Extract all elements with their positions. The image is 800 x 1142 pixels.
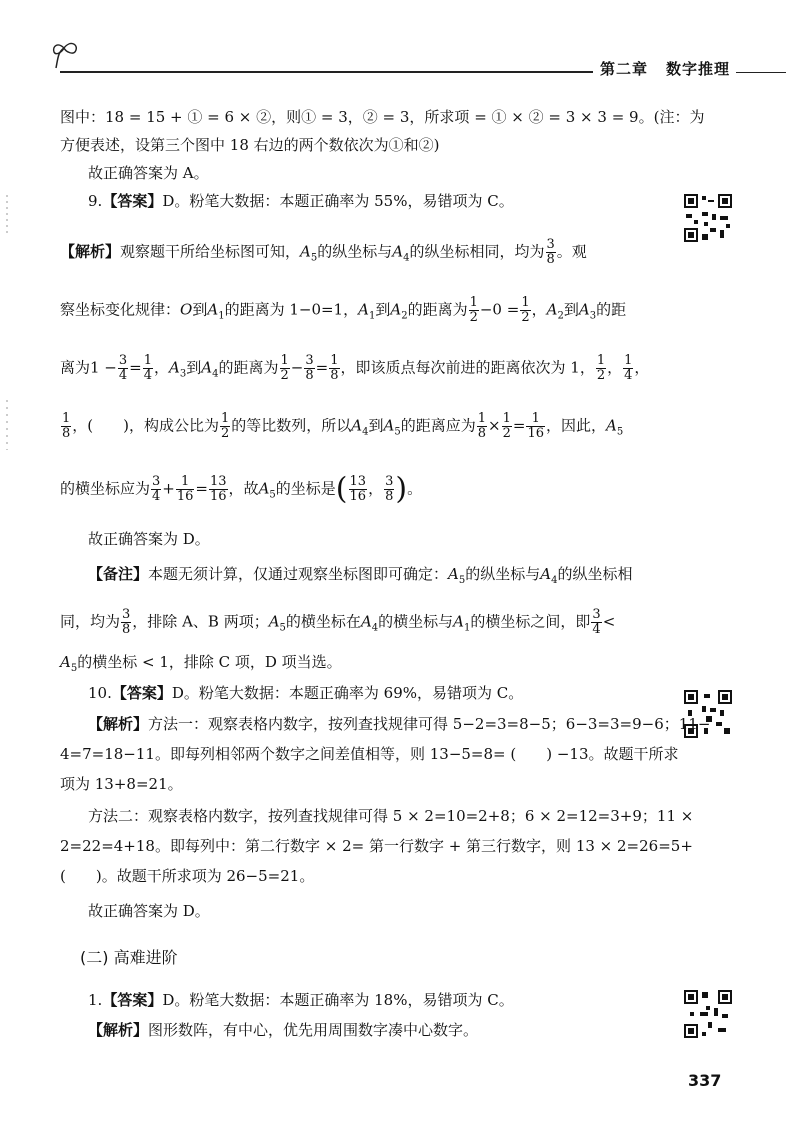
- text-line: 2=22=4+18。即每列中：第二行数字 × 2= 第一行数字 + 第三行数字，则 13 × 2=26=5+: [60, 837, 693, 855]
- margin-mark: [6, 195, 8, 235]
- text-line: ( )。故题干所求项为 26−5=21。: [60, 867, 315, 885]
- text-span: 的距离为: [407, 300, 468, 319]
- subscript: 4: [212, 368, 219, 380]
- var: A: [606, 416, 617, 435]
- text-line: 图中：18 = 15 + ① = 6 × ②，则① = 3，② = 3，所求项 = ① × ② = 3 × 3 = 9。(注：为: [60, 108, 705, 126]
- text-span: ×: [488, 416, 501, 435]
- text-span: <: [602, 612, 616, 631]
- var: A: [540, 565, 552, 583]
- note-line: [60, 608, 615, 639]
- text-span: 的纵坐标相: [557, 565, 633, 583]
- analysis-line: [60, 412, 623, 443]
- text-span: 的横坐标与: [378, 612, 454, 631]
- text-span: ，因此，: [546, 416, 607, 435]
- analysis-tag: 【解析】: [88, 715, 149, 733]
- header-rule: [60, 71, 593, 73]
- note-line: [60, 652, 342, 679]
- text-span: 的坐标是: [275, 479, 336, 498]
- var: A: [360, 612, 372, 631]
- text-span: ，排除 A、B 两项；: [132, 612, 269, 631]
- question-number: 10.: [88, 684, 112, 702]
- var: A: [169, 358, 180, 377]
- text-span: 的纵坐标相同，均为: [409, 242, 545, 261]
- subscript: 1: [464, 622, 471, 634]
- text-span: ，故: [228, 479, 259, 498]
- subscript: 1: [368, 310, 376, 322]
- var: A: [60, 653, 71, 671]
- subscript: 1: [218, 310, 225, 322]
- text-line: 方法二：观察表格内数字，按列查找规律可得 5 × 2=10=2+8；6 × 2=12=3+9；11 ×: [88, 807, 694, 825]
- question-10-answer: [88, 683, 523, 703]
- text-span: 到: [368, 416, 384, 435]
- text-span: 。: [407, 479, 423, 498]
- text-line: 4=7=18−11。即每列相邻两个数字之间差值相等，则 13−5=8= ( ) −13。故题干所求: [60, 745, 679, 763]
- var: A: [300, 242, 311, 261]
- answer-text: D。粉笔大数据：本题正确率为 69%，易错项为 C。: [171, 684, 524, 702]
- subscript: 5: [269, 489, 276, 501]
- fraction: $\frac{1}{4}$: [143, 353, 153, 383]
- answer-tag: 【答案】: [111, 684, 172, 702]
- text-span: 到: [375, 300, 391, 319]
- text-span: 到: [192, 300, 208, 319]
- text-span: 图形数阵，有中心，优先用周围数字凑中心数字。: [148, 1021, 479, 1039]
- var: A: [546, 300, 558, 319]
- fraction: $\frac{3}{8}$: [305, 353, 314, 383]
- question-9-answer: [88, 191, 514, 211]
- fraction: $\frac{3}{4}$: [152, 474, 161, 504]
- var: A: [453, 612, 465, 631]
- section-label: 数字推理: [666, 60, 731, 78]
- subscript: 5: [279, 622, 286, 634]
- text-span: 的距离为 1−0=1，: [224, 300, 359, 319]
- chapter-label: 第二章: [600, 60, 649, 78]
- var: A: [383, 416, 395, 435]
- fraction: $\frac{1}{16}$: [176, 474, 194, 504]
- leaf-icon: [48, 38, 84, 74]
- text-span: 的纵坐标与: [465, 565, 541, 583]
- text-span: −: [290, 358, 304, 377]
- text-span: ，: [531, 300, 547, 319]
- fraction: $\frac{3}{4}$: [592, 607, 601, 637]
- fraction: $\frac{3}{8}$: [546, 237, 555, 267]
- qr-code-icon[interactable]: [682, 192, 734, 244]
- fraction: $\frac{1}{8}$: [330, 353, 339, 383]
- fraction: $\frac{1}{8}$: [477, 411, 487, 441]
- text-span: ，即该质点每次前进的距离依次为 1，: [340, 358, 595, 377]
- answer-tag: 【答案】: [102, 192, 163, 210]
- subscript: 3: [589, 310, 597, 322]
- note-line: [88, 564, 633, 591]
- text-span: 本题无须计算，仅通过观察坐标图即可确定：: [148, 565, 449, 583]
- fraction: $\frac{1}{2}$: [469, 295, 478, 325]
- text-span: 的距离应为: [400, 416, 476, 435]
- text-line: 故正确答案为 D。: [88, 530, 210, 548]
- text-span: =: [512, 416, 526, 435]
- margin-mark: [6, 400, 8, 450]
- subscript: 4: [371, 622, 379, 634]
- answer-text: D。粉笔大数据：本题正确率为 18%，易错项为 C。: [162, 991, 514, 1009]
- fraction: $\frac{3}{8}$: [385, 474, 394, 504]
- analysis-line: [60, 238, 587, 269]
- fraction: $\frac{1}{2}$: [596, 353, 606, 383]
- text-span: =: [195, 479, 208, 498]
- analysis-line: [60, 296, 626, 327]
- var: A: [448, 565, 459, 583]
- qr-code-icon[interactable]: [682, 988, 734, 1040]
- subscript: 2: [401, 310, 408, 322]
- fraction: $\frac{3}{8}$: [122, 607, 131, 637]
- text-span: 的横坐标在: [285, 612, 361, 631]
- fraction: $\frac{13}{16}$: [210, 474, 227, 504]
- var: A: [578, 300, 590, 319]
- text-span: =: [315, 358, 329, 377]
- var: A: [258, 479, 270, 498]
- header-rule-right: [736, 72, 786, 73]
- text-line: 故正确答案为 D。: [88, 902, 210, 920]
- var: A: [351, 416, 363, 435]
- question-number: 1.: [88, 991, 103, 1009]
- paren: ): [395, 471, 408, 507]
- text-span: 的横坐标 < 1，排除 C 项，D 项当选。: [77, 653, 342, 671]
- analysis-tag: 【解析】: [60, 242, 121, 261]
- text-span: −0 =: [479, 300, 520, 319]
- subscript: 2: [557, 310, 564, 322]
- answer-tag: 【答案】: [102, 991, 163, 1009]
- text-span: 的横坐标之间，即: [470, 612, 591, 631]
- text-span: ，( )，构成公比为: [72, 416, 219, 435]
- subscript: 3: [179, 368, 187, 380]
- note-tag: 【备注】: [88, 565, 149, 583]
- var: A: [201, 358, 213, 377]
- var: A: [390, 300, 402, 319]
- fraction: $\frac{1}{2}$: [502, 411, 511, 441]
- section-heading: (二) 高难进阶: [80, 948, 178, 967]
- text-span: ，: [154, 358, 170, 377]
- text-span: 的距离为: [218, 358, 279, 377]
- text-line: 故正确答案为 A。: [88, 164, 209, 182]
- subscript: 4: [551, 575, 558, 586]
- text-span: 的纵坐标与: [317, 242, 393, 261]
- fraction: $\frac{1}{8}$: [62, 411, 71, 441]
- analysis-tag: 【解析】: [88, 1021, 149, 1039]
- fraction: $\frac{1}{16}$: [527, 411, 545, 441]
- text-span: ，: [368, 479, 384, 498]
- text-span: +: [162, 479, 175, 498]
- fraction: $\frac{1}{4}$: [624, 353, 633, 383]
- fraction: $\frac{1}{2}$: [280, 353, 289, 383]
- subscript: 5: [70, 663, 78, 674]
- text-span: 的横坐标应为: [60, 479, 151, 498]
- fraction: $\frac{1}{2}$: [521, 295, 530, 325]
- paren: (: [335, 471, 348, 507]
- text-span: 方法一：观察表格内数字，按列查找规律可得 5−2=3=8−5；6−3=3=9−6；11−: [148, 715, 711, 733]
- var: O: [180, 300, 193, 319]
- subscript: 5: [310, 252, 318, 264]
- subscript: 5: [458, 575, 466, 586]
- var: A: [268, 612, 280, 631]
- subscript: 4: [362, 426, 369, 438]
- text-span: 察坐标变化规律：: [60, 300, 181, 319]
- text-line: 方便表述，设第三个图中 18 右边的两个数依次为①和②): [60, 136, 440, 154]
- running-title: [600, 58, 730, 79]
- text-span: ，: [607, 358, 623, 377]
- answer-text: D。粉笔大数据：本题正确率为 55%，易错项为 C。: [162, 192, 514, 210]
- text-span: =: [129, 358, 142, 377]
- var: A: [358, 300, 369, 319]
- text-span: ，: [634, 358, 650, 377]
- text-span: 到: [186, 358, 202, 377]
- text-span: 的距: [596, 300, 627, 319]
- fraction: $\frac{3}{4}$: [118, 353, 128, 383]
- subscript: 5: [394, 426, 401, 438]
- var: A: [392, 242, 404, 261]
- page-number: 337: [688, 1071, 722, 1090]
- analysis-line: [60, 471, 423, 507]
- analysis-line: [60, 354, 649, 385]
- subscript: 4: [403, 252, 410, 264]
- text-span: 观察题干所给坐标图可知，: [120, 242, 301, 261]
- analysis-line: [88, 714, 710, 734]
- text-span: 到: [563, 300, 579, 319]
- problem-1-answer: [88, 990, 514, 1010]
- text-span: 同，均为: [60, 612, 121, 631]
- fraction: $\frac{1}{2}$: [221, 411, 230, 441]
- text-line: 项为 13+8=21。: [60, 775, 183, 793]
- text-span: 的等比数列，所以: [231, 416, 352, 435]
- analysis-line: [88, 1020, 478, 1040]
- fraction: $\frac{13}{16}$: [349, 474, 367, 504]
- var: A: [207, 300, 219, 319]
- text-span: 离为1 −: [60, 358, 117, 377]
- subscript: 5: [616, 426, 624, 438]
- text-span: 。观: [556, 242, 587, 261]
- question-number: 9.: [88, 192, 103, 210]
